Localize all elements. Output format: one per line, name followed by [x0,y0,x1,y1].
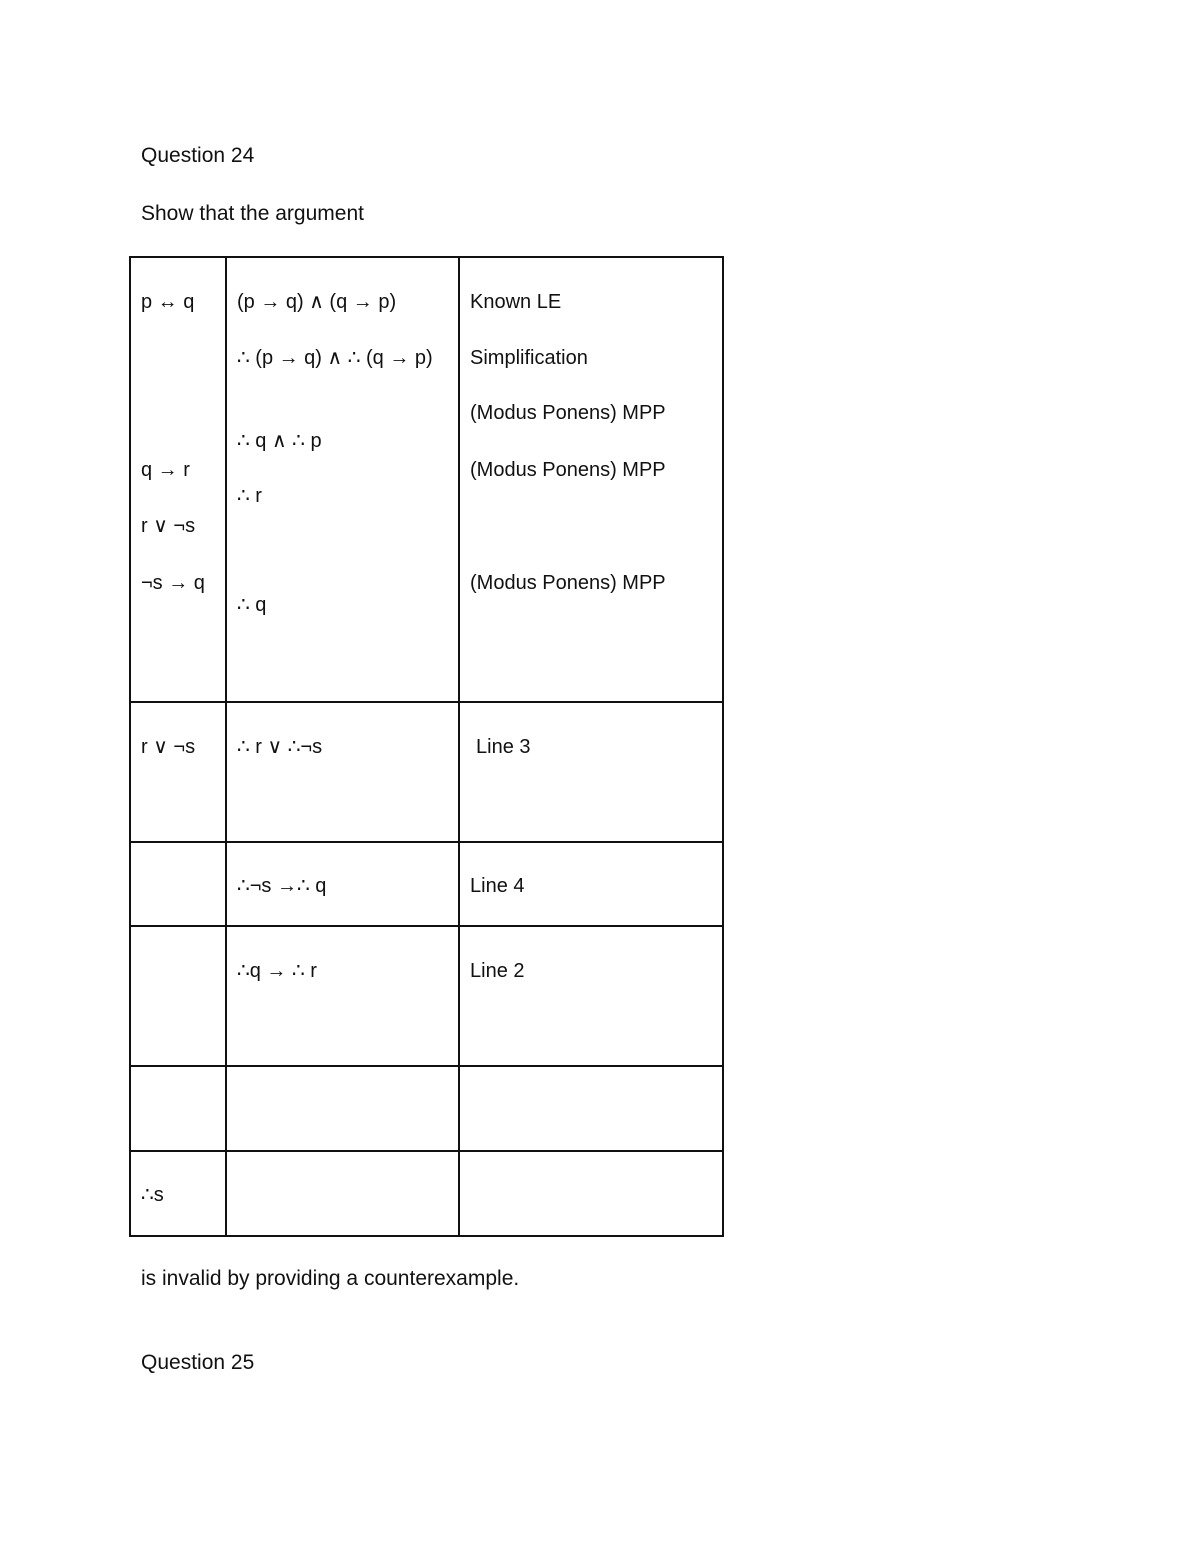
reason-1: Known LE [470,291,562,313]
row6-premise: ∴s [141,1184,164,1206]
premise-4: ¬s → q [141,572,205,594]
reason-3: (Modus Ponens) MPP [470,402,666,424]
row2-premise: r ∨ ¬s [141,736,196,758]
reason-5: (Modus Ponens) MPP [470,572,666,594]
premises-cell [130,257,226,702]
question-25-title: Question 25 [141,1351,255,1374]
reasons-cell [459,257,723,702]
table-row [130,1151,723,1236]
table-row [130,842,723,926]
question-24-title: Question 24 [141,144,255,167]
proof-table [129,256,724,1237]
row4-step: ∴q → ∴ r [237,960,317,982]
reason-2: Simplification [470,347,588,369]
premise-3: r ∨ ¬s [141,515,196,537]
row4-reason: Line 2 [470,960,525,982]
premise-1: p ↔ q [141,291,195,313]
step-1: (p → q) ∧ (q → p) [237,291,397,313]
table-row [130,1066,723,1151]
row2-step: ∴ r ∨ ∴¬s [237,736,323,758]
table-row [130,702,723,842]
step-5: ∴ q [237,594,267,616]
step-4: ∴ r [237,485,262,507]
step-3: ∴ q ∧ ∴ p [237,430,322,452]
table-row [130,257,723,702]
row2-reason: Line 3 [476,736,531,758]
question-24-intro: Show that the argument [141,202,364,225]
steps-cell [226,257,459,702]
reason-4: (Modus Ponens) MPP [470,459,666,481]
table-row [130,926,723,1066]
premise-2: q → r [141,459,190,481]
row3-reason: Line 4 [470,875,525,897]
question-24-outro: is invalid by providing a counterexample. [141,1267,520,1290]
step-2: ∴ (p → q) ∧ ∴ (q → p) [237,347,433,369]
row3-step: ∴¬s →∴ q [237,875,327,897]
